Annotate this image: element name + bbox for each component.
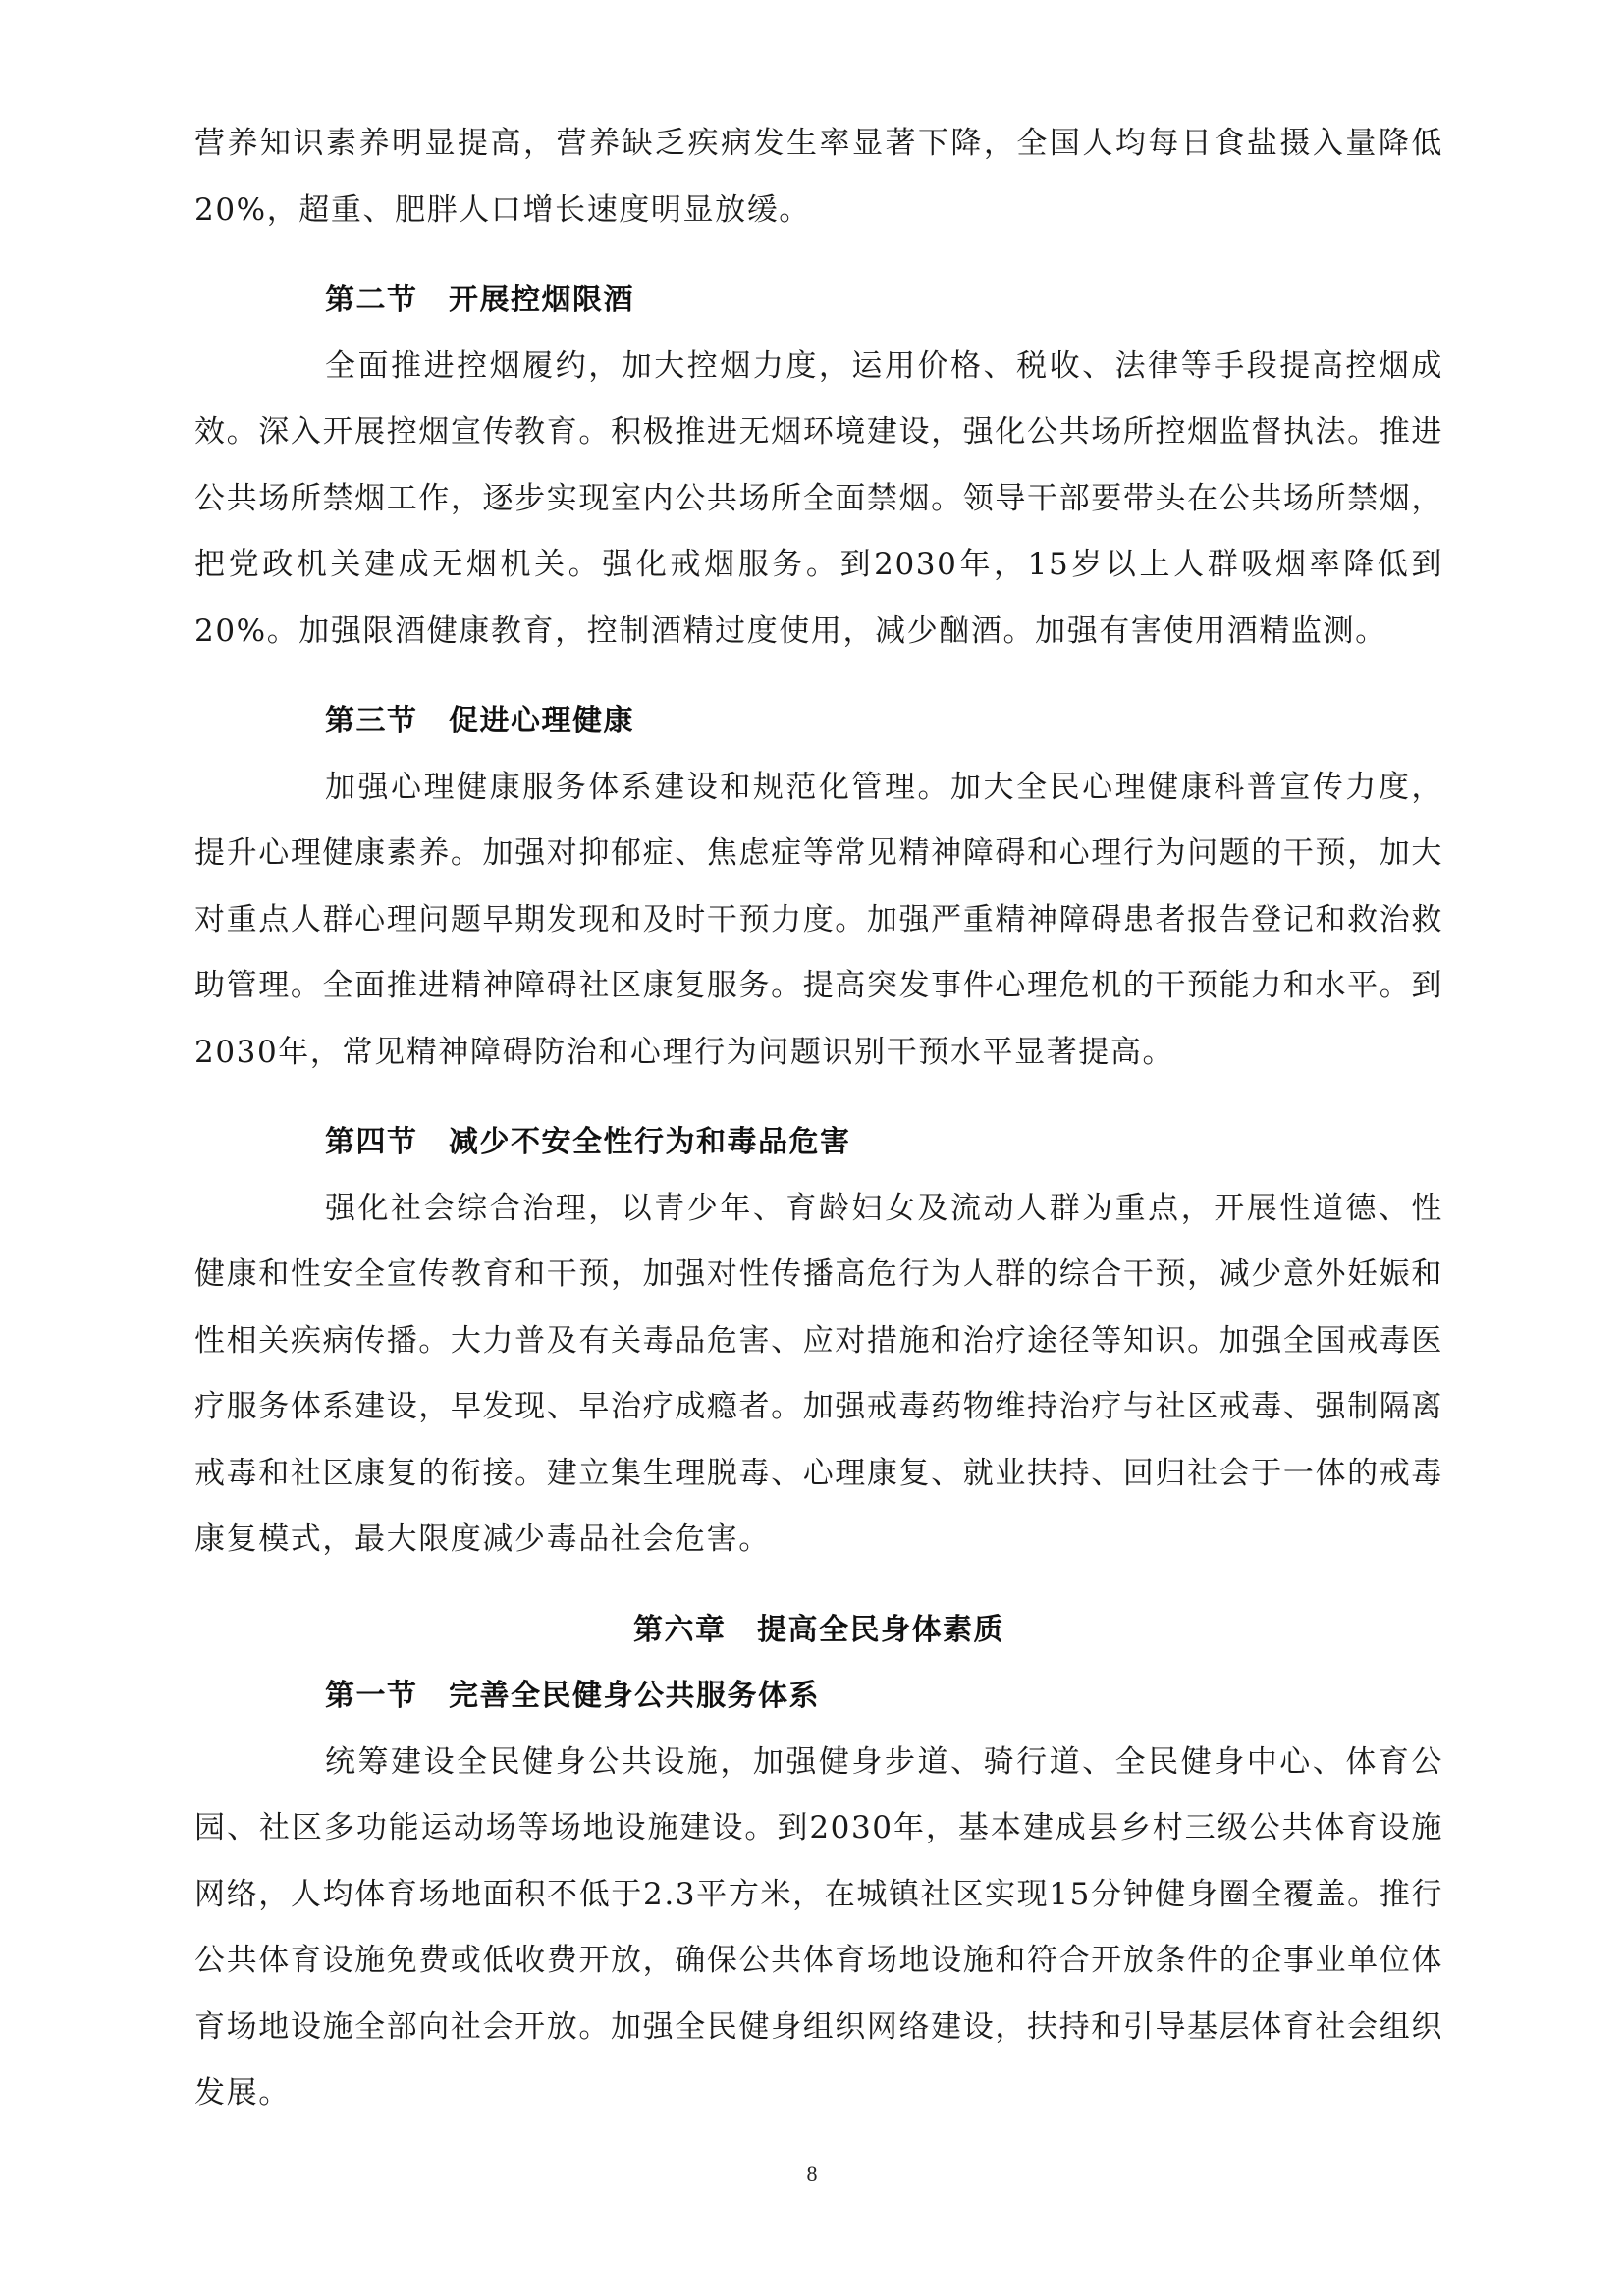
intro-paragraph: 营养知识素养明显提高，营养缺乏疾病发生率显著下降，全国人均每日食盐摄入量降低20%，超重、肥胖人口增长速度明显放缓。 — [194, 126, 1443, 228]
section-heading-smoking-alcohol: 第二节 开展控烟限酒 — [325, 283, 634, 317]
section-body-smoking-alcohol: 全面推进控烟履约，加大控烟力度，运用价格、税收、法律等手段提高控烟成效。深入开展控烟宣传教育。积极推进无烟环境建设，强化公共场所控烟监督执法。推进公共场所禁烟工作，逐步实现室内公共场所全面禁烟。领导干部要带头在公共场所禁烟，把党政机关建成无烟机关。强化戒烟服务。到2030年，15岁以上人群吸烟率降低到20%。加强限酒健康教育，控制酒精过度使用，减少酗酒。加强有害使用酒精监测。 — [194, 347, 1443, 649]
section-heading-fitness-services: 第一节 完善全民健身公共服务体系 — [325, 1679, 820, 1713]
section-heading-mental-health: 第三节 促进心理健康 — [325, 704, 634, 738]
chapter-title: 第六章 提高全民身体素质 — [633, 1612, 1004, 1647]
document-page — [194, 111, 1443, 2127]
section-heading-unsafe-behavior-drugs: 第四节 减少不安全性行为和毒品危害 — [325, 1125, 851, 1159]
section-body-fitness-services: 统筹建设全民健身公共设施，加强健身步道、骑行道、全民健身中心、体育公园、社区多功能运动场等场地设施建设。到2030年，基本建成县乡村三级公共体育设施网络，人均体育场地面积不低于2.3平方米，在城镇社区实现15分钟健身圈全覆盖。推行公共体育设施免费或低收费开放，确保公共体育场地设施和符合开放条件的企事业单位体育场地设施全部向社会开放。加强全民健身组织网络建设，扶持和引导基层体育社会组织发展。 — [194, 1743, 1443, 2110]
section-body-mental-health: 加强心理健康服务体系建设和规范化管理。加大全民心理健康科普宣传力度，提升心理健康素养。加强对抑郁症、焦虑症等常见精神障碍和心理行为问题的干预，加大对重点人群心理问题早期发现和及时干预力度。加强严重精神障碍患者报告登记和救治救助管理。全面推进精神障碍社区康复服务。提高突发事件心理危机的干预能力和水平。到2030年，常见精神障碍防治和心理行为问题识别干预水平显著提高。 — [194, 769, 1443, 1070]
page-number: 8 — [806, 2162, 818, 2186]
section-body-unsafe-behavior-drugs: 强化社会综合治理，以青少年、育龄妇女及流动人群为重点，开展性道德、性健康和性安全宣传教育和干预，加强对性传播高危行为人群的综合干预，减少意外妊娠和性相关疾病传播。大力普及有关毒品危害、应对措施和治疗途径等知识。加强全国戒毒医疗服务体系建设，早发现、早治疗成瘾者。加强戒毒药物维持治疗与社区戒毒、强制隔离戒毒和社区康复的衔接。建立集生理脱毒、心理康复、就业扶持、回归社会于一体的戒毒康复模式，最大限度减少毒品社会危害。 — [194, 1190, 1443, 1557]
